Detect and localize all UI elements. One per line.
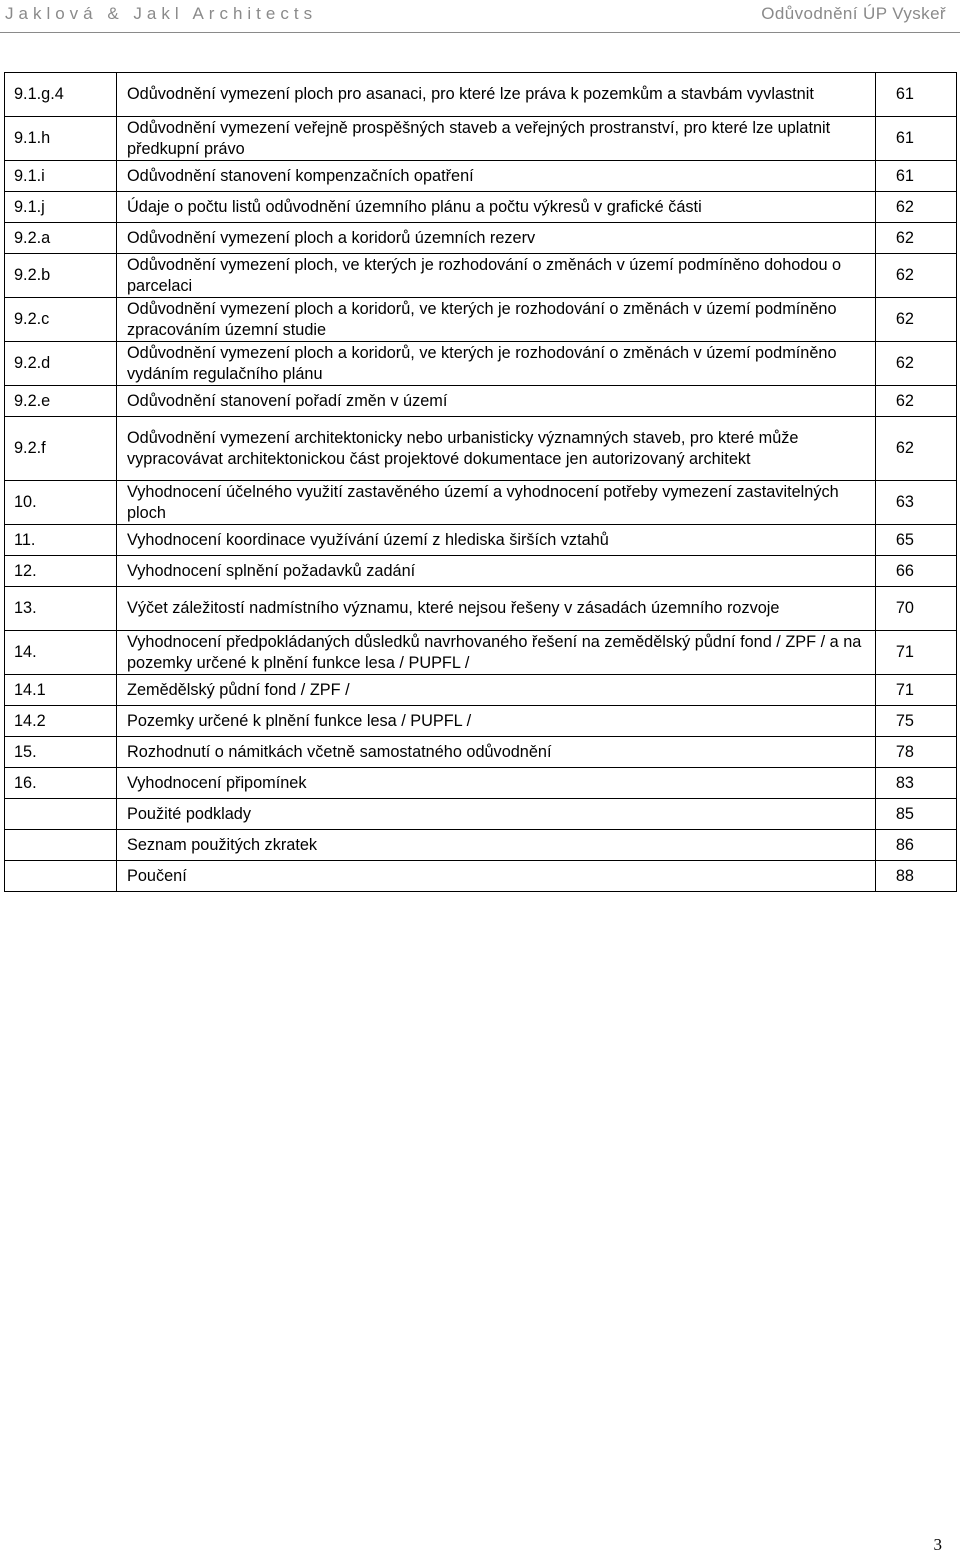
toc-title: Odůvodnění vymezení ploch pro asanaci, pro které lze práva k pozemkům a stavbám vyvlastnit — [117, 73, 876, 117]
toc-row[interactable] — [5, 223, 957, 254]
toc-row[interactable] — [5, 706, 957, 737]
toc-page: 61 — [876, 161, 957, 192]
toc-title: Odůvodnění vymezení ploch a koridorů, ve kterých je rozhodování o změnách v území podmíněno vydáním regulačního plánu — [117, 342, 876, 386]
toc-row[interactable] — [5, 161, 957, 192]
page-header — [0, 0, 960, 38]
toc-row[interactable] — [5, 525, 957, 556]
toc-row[interactable] — [5, 799, 957, 830]
toc-number: 14.1 — [5, 675, 117, 706]
toc-page: 61 — [876, 73, 957, 117]
toc-number: 12. — [5, 556, 117, 587]
header-rule — [0, 32, 960, 33]
firm-name: Jaklová & Jakl Architects — [5, 4, 318, 23]
toc-page: 66 — [876, 556, 957, 587]
toc-row[interactable] — [5, 73, 957, 117]
toc-row[interactable] — [5, 631, 957, 675]
toc-title: Odůvodnění vymezení ploch, ve kterých je rozhodování o změnách v území podmíněno dohodou o parcelaci — [117, 254, 876, 298]
toc-number — [5, 830, 117, 861]
toc-title: Pozemky určené k plnění funkce lesa / PUPFL / — [117, 706, 876, 737]
toc-page: 71 — [876, 675, 957, 706]
toc-title: Použité podklady — [117, 799, 876, 830]
toc-title: Vyhodnocení předpokládaných důsledků navrhovaného řešení na zemědělský půdní fond / ZPF / a na pozemky určené k plnění funkce lesa / PUPFL / — [117, 631, 876, 675]
toc-number: 9.2.d — [5, 342, 117, 386]
toc-title: Vyhodnocení splnění požadavků zadání — [117, 556, 876, 587]
toc-page: 78 — [876, 737, 957, 768]
toc-row[interactable] — [5, 587, 957, 631]
toc-page: 61 — [876, 117, 957, 161]
toc-row[interactable] — [5, 830, 957, 861]
toc-title: Rozhodnutí o námitkách včetně samostatného odůvodnění — [117, 737, 876, 768]
toc-page: 62 — [876, 192, 957, 223]
toc-page: 62 — [876, 342, 957, 386]
toc-title: Zemědělský půdní fond / ZPF / — [117, 675, 876, 706]
toc-page: 85 — [876, 799, 957, 830]
toc-number: 9.1.g.4 — [5, 73, 117, 117]
toc-title: Vyhodnocení koordinace využívání území z hlediska širších vztahů — [117, 525, 876, 556]
toc-page: 88 — [876, 861, 957, 892]
toc-row[interactable] — [5, 298, 957, 342]
toc-title: Poučení — [117, 861, 876, 892]
toc-title: Vyhodnocení účelného využití zastavěného území a vyhodnocení potřeby vymezení zastavitelných ploch — [117, 481, 876, 525]
toc-row[interactable] — [5, 117, 957, 161]
toc-number: 9.2.b — [5, 254, 117, 298]
toc-page: 63 — [876, 481, 957, 525]
toc-number: 10. — [5, 481, 117, 525]
toc-row[interactable] — [5, 386, 957, 417]
toc-number: 11. — [5, 525, 117, 556]
toc-page: 62 — [876, 298, 957, 342]
toc-page: 62 — [876, 254, 957, 298]
toc-number: 9.2.f — [5, 417, 117, 481]
toc-page: 65 — [876, 525, 957, 556]
toc-title: Seznam použitých zkratek — [117, 830, 876, 861]
toc-row[interactable] — [5, 342, 957, 386]
toc-number — [5, 799, 117, 830]
table-of-contents — [4, 72, 957, 892]
toc-row[interactable] — [5, 254, 957, 298]
toc-page: 71 — [876, 631, 957, 675]
toc-page: 62 — [876, 386, 957, 417]
toc-title: Odůvodnění vymezení ploch a koridorů územních rezerv — [117, 223, 876, 254]
toc-row[interactable] — [5, 675, 957, 706]
document-title: Odůvodnění ÚP Vyskeř — [761, 4, 946, 23]
toc-row[interactable] — [5, 417, 957, 481]
toc-number: 9.1.j — [5, 192, 117, 223]
toc-number: 15. — [5, 737, 117, 768]
page-number: 3 — [933, 1535, 942, 1554]
toc-number: 14. — [5, 631, 117, 675]
toc-number: 13. — [5, 587, 117, 631]
toc-number: 14.2 — [5, 706, 117, 737]
toc-number: 9.2.c — [5, 298, 117, 342]
toc-title: Odůvodnění vymezení veřejně prospěšných staveb a veřejných prostranství, pro které lze uplatnit předkupní právo — [117, 117, 876, 161]
toc-row[interactable] — [5, 556, 957, 587]
toc-page: 62 — [876, 223, 957, 254]
toc-title: Odůvodnění stanovení pořadí změn v území — [117, 386, 876, 417]
toc-title: Výčet záležitostí nadmístního významu, které nejsou řešeny v zásadách územního rozvoje — [117, 587, 876, 631]
toc-title: Odůvodnění vymezení ploch a koridorů, ve kterých je rozhodování o změnách v území podmíněno zpracováním územní studie — [117, 298, 876, 342]
toc-page: 70 — [876, 587, 957, 631]
toc-number: 9.2.e — [5, 386, 117, 417]
toc-number: 9.1.i — [5, 161, 117, 192]
toc-number — [5, 861, 117, 892]
toc-number: 9.2.a — [5, 223, 117, 254]
toc-row[interactable] — [5, 768, 957, 799]
toc-page: 83 — [876, 768, 957, 799]
toc-title: Vyhodnocení připomínek — [117, 768, 876, 799]
toc-row[interactable] — [5, 861, 957, 892]
toc-title: Odůvodnění stanovení kompenzačních opatření — [117, 161, 876, 192]
toc-title: Údaje o počtu listů odůvodnění územního plánu a počtu výkresů v grafické části — [117, 192, 876, 223]
toc-row[interactable] — [5, 481, 957, 525]
toc-page: 75 — [876, 706, 957, 737]
toc-page: 86 — [876, 830, 957, 861]
toc-row[interactable] — [5, 737, 957, 768]
toc-page: 62 — [876, 417, 957, 481]
toc-number: 9.1.h — [5, 117, 117, 161]
toc-title: Odůvodnění vymezení architektonicky nebo urbanisticky významných staveb, pro které může vypracovávat architektonickou část projektové dokumentace jen autorizovaný architekt — [117, 417, 876, 481]
toc-number: 16. — [5, 768, 117, 799]
toc-row[interactable] — [5, 192, 957, 223]
